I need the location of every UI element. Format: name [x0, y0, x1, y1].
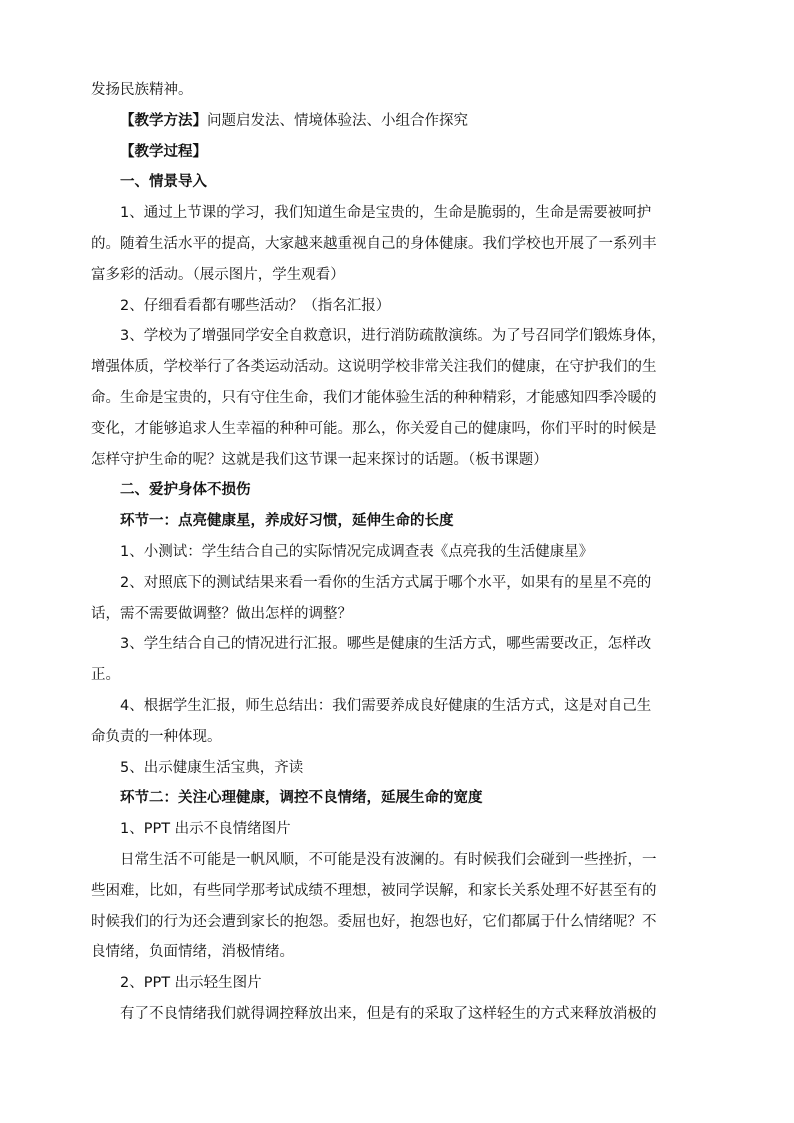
subsection-heading: 环节二：关注心理健康，调控不良情绪，延展生命的宽度 — [120, 790, 483, 807]
paragraph-line: 变化，才能够追求人生幸福的种种可能。那么，你关爱自己的健康吗，你们平时的时候是 — [91, 420, 657, 437]
subsection-heading: 环节一：点亮健康星，养成好习惯，延伸生命的长度 — [120, 513, 454, 530]
teaching-method-label: 【教学方法】 — [120, 112, 207, 129]
document-body — [91, 75, 721, 1030]
paragraph-line: 2、仔细看看都有哪些活动？（指名汇报） — [120, 297, 391, 314]
paragraph-line: 发扬民族精神。 — [91, 82, 193, 98]
paragraph-line: 2、对照底下的测试结果来看一看你的生活方式属于哪个水平，如果有的星星不亮的 — [120, 574, 652, 591]
paragraph-line: 3、学生结合自己的情况进行汇报。哪些是健康的生活方式，哪些需要改正，怎样改 — [120, 636, 652, 653]
paragraph-line: 有了不良情绪我们就得调控释放出来，但是有的采取了这样轻生的方式来释放消极的 — [120, 1005, 657, 1022]
paragraph-line: 怎样守护生命的呢？这就是我们这节课一起来探讨的话题。（板书课题） — [91, 451, 548, 468]
paragraph-line: 日常生活不可能是一帆风顺，不可能是没有波澜的。有时候我们会碰到一些挫折，一 — [120, 851, 657, 868]
paragraph-line: 时候我们的行为还会遭到家长的抱怨。委屈也好，抱怨也好，它们都属于什么情绪呢？不 — [91, 913, 657, 930]
paragraph-line: 1、通过上节课的学习，我们知道生命是宝贵的，生命是脆弱的，生命是需要被呵护 — [120, 205, 652, 222]
section-heading: 二、爱护身体不损伤 — [120, 482, 251, 499]
paragraph-line: 1、PPT 出示不良情绪图片 — [120, 821, 291, 838]
teaching-process-heading: 【教学过程】 — [120, 143, 207, 160]
paragraph-line: 5、出示健康生活宝典，齐读 — [120, 759, 304, 776]
paragraph-line: 命。生命是宝贵的，只有守住生命，我们才能体验生活的种种精彩，才能感知四季冷暖的 — [91, 389, 657, 406]
paragraph-line: 命负责的一种体现。 — [91, 728, 222, 745]
paragraph-line: 良情绪，负面情绪，消极情绪。 — [91, 944, 294, 961]
paragraph-line: 增强体质，学校举行了各类运动活动。这说明学校非常关注我们的健康，在守护我们的生 — [91, 359, 657, 376]
paragraph-line: 1、小测试：学生结合自己的实际情况完成调查表《点亮我的生活健康星》 — [120, 543, 594, 560]
section-heading: 一、情景导入 — [120, 174, 207, 191]
paragraph-line: 3、学校为了增强同学安全自救意识，进行消防疏散演练。为了号召同学们锻炼身体， — [120, 328, 666, 345]
paragraph-line: 4、根据学生汇报，师生总结出：我们需要养成良好健康的生活方式，这是对自己生 — [120, 697, 652, 714]
paragraph-line: 话，需不需要做调整？做出怎样的调整？ — [91, 605, 352, 622]
paragraph-line: 的。随着生活水平的提高，大家越来越重视自己的身体健康。我们学校也开展了一系列丰 — [91, 235, 657, 252]
teaching-method-line — [91, 106, 721, 137]
paragraph-line: 些困难，比如，有些同学那考试成绩不理想，被同学误解，和家长关系处理不好甚至有的 — [91, 882, 657, 899]
paragraph-line: 富多彩的活动。（展示图片，学生观看） — [91, 266, 345, 283]
teaching-method-text: 问题启发法、情境体验法、小组合作探究 — [207, 112, 468, 129]
paragraph-line: 正。 — [91, 667, 120, 684]
paragraph-line: 2、PPT 出示轻生图片 — [120, 975, 262, 992]
